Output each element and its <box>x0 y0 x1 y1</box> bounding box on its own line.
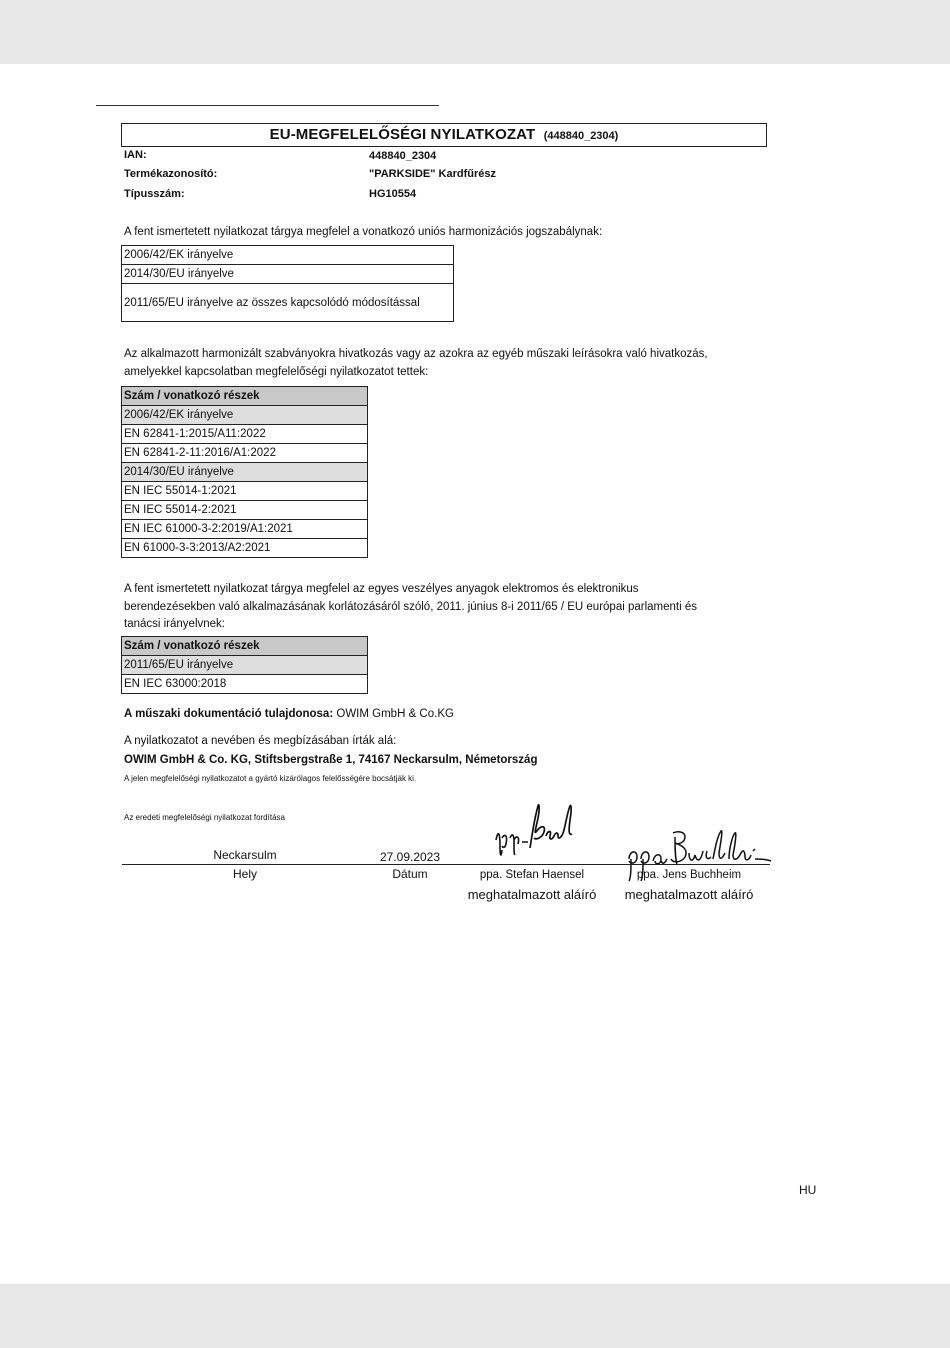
table-header-cell: Szám / vonatkozó részek <box>122 387 368 406</box>
table-row <box>122 482 368 501</box>
section3-intro-line3: tanácsi irányelvnek: <box>124 618 225 630</box>
section2-intro-line2: amelyekkel kapcsolatban megfelelőségi nyilatkozatot tettek: <box>124 365 429 378</box>
table-cell: 2014/30/EU irányelve <box>122 265 454 284</box>
table-header-cell: Szám / vonatkozó részek <box>122 637 368 656</box>
table-row <box>122 539 368 558</box>
date-label: Dátum <box>392 867 428 881</box>
signer2-name: ppa. Jens Buchheim <box>636 869 742 881</box>
table-row <box>122 284 454 322</box>
techdoc-value: OWIM GmbH & Co.KG <box>336 708 454 720</box>
section1-intro: A fent ismertetett nyilatkozat tárgya megfelel a vonatkozó uniós harmonizációs jogszabálynak: <box>124 226 603 238</box>
table-row <box>122 675 368 694</box>
language-code: HU <box>799 1183 817 1197</box>
signer1-name: ppa. Stefan Haensel <box>479 869 585 881</box>
table-cell: 2014/30/EU irányelve <box>122 463 368 482</box>
title-box <box>121 123 767 147</box>
signed-by-text: A nyilatkozatot a nevében és megbízásában írták alá: <box>124 735 397 747</box>
ian-value: 448840_2304 <box>369 150 437 162</box>
section2-intro-line1: Az alkalmazott harmonizált szabványokra hivatkozás vagy az azokra az egyéb műszaki leírásokra való hivatkozás, <box>124 348 708 360</box>
table-cell: EN IEC 61000-3-2:2019/A1:2021 <box>122 520 368 539</box>
type-label: Típusszám: <box>124 188 185 200</box>
table-cell: 2011/65/EU irányelve <box>122 656 368 675</box>
product-value: "PARKSIDE" Kardfűrész <box>369 168 496 180</box>
table-row <box>122 501 368 520</box>
place-value: Neckarsulm <box>213 848 277 862</box>
directives-table <box>121 245 454 322</box>
table-row <box>122 246 454 265</box>
techdoc-label: A műszaki dokumentáció tulajdonosa: <box>124 708 334 720</box>
place-label: Hely <box>232 867 257 881</box>
rohs-table <box>121 636 368 694</box>
type-value: HG10554 <box>369 188 417 200</box>
table-cell: 2011/65/EU irányelve az összes kapcsolódó módosítással <box>122 284 454 322</box>
table-row <box>122 444 368 463</box>
standards-table <box>121 386 368 558</box>
table-header-row <box>122 387 368 406</box>
section3-intro-line2: berendezésekben való alkalmazásának korlátozásáról szóló, 2011. június 8-i 2011/65 / EU európai parlamenti és <box>124 600 697 613</box>
signature-haensel <box>492 800 578 862</box>
table-row <box>122 656 368 675</box>
signer1-role: meghatalmazott aláíró <box>467 887 597 902</box>
document-code: (448840_2304) <box>543 130 619 142</box>
table-row <box>122 265 454 284</box>
responsibility-note: A jelen megfelelőségi nyilatkozatot a gyártó kizárólagos felelősségére bocsátják ki. <box>124 774 417 783</box>
signer2-role: meghatalmazott aláíró <box>624 887 754 902</box>
table-cell: EN IEC 55014-1:2021 <box>122 482 368 501</box>
table-cell: EN 61000-3-3:2013/A2:2021 <box>122 539 368 558</box>
ian-label: IAN: <box>124 149 147 161</box>
table-row <box>122 520 368 539</box>
table-cell: EN IEC 63000:2018 <box>122 675 368 694</box>
product-label: Termékazonosító: <box>124 168 218 180</box>
document-page <box>0 64 950 1284</box>
date-value: 27.09.2023 <box>379 850 441 864</box>
table-cell: EN IEC 55014-2:2021 <box>122 501 368 520</box>
top-rule <box>96 105 439 106</box>
section3-intro-line1: A fent ismertetett nyilatkozat tárgya megfelel az egyes veszélyes anyagok elektromos és elektronikus <box>124 583 639 595</box>
table-row <box>122 425 368 444</box>
table-cell: EN 62841-2-11:2016/A1:2022 <box>122 444 368 463</box>
document-title: EU-MEGFELELŐSÉGI NYILATKOZAT <box>269 126 536 143</box>
table-cell: EN 62841-1:2015/A11:2022 <box>122 425 368 444</box>
table-cell: 2006/42/EK irányelve <box>122 246 454 265</box>
table-header-row <box>122 637 368 656</box>
section2-intro <box>124 346 708 381</box>
signature-rule <box>122 864 770 865</box>
table-row <box>122 463 368 482</box>
table-cell: 2006/42/EK irányelve <box>122 406 368 425</box>
table-row <box>122 406 368 425</box>
company-address: OWIM GmbH & Co. KG, Stiftsbergstraße 1, 74167 Neckarsulm, Németország <box>124 754 538 766</box>
section3-intro <box>124 581 697 634</box>
translation-note: Az eredeti megfelelőségi nyilatkozat fordítása <box>124 813 285 822</box>
techdoc-line <box>124 706 454 724</box>
